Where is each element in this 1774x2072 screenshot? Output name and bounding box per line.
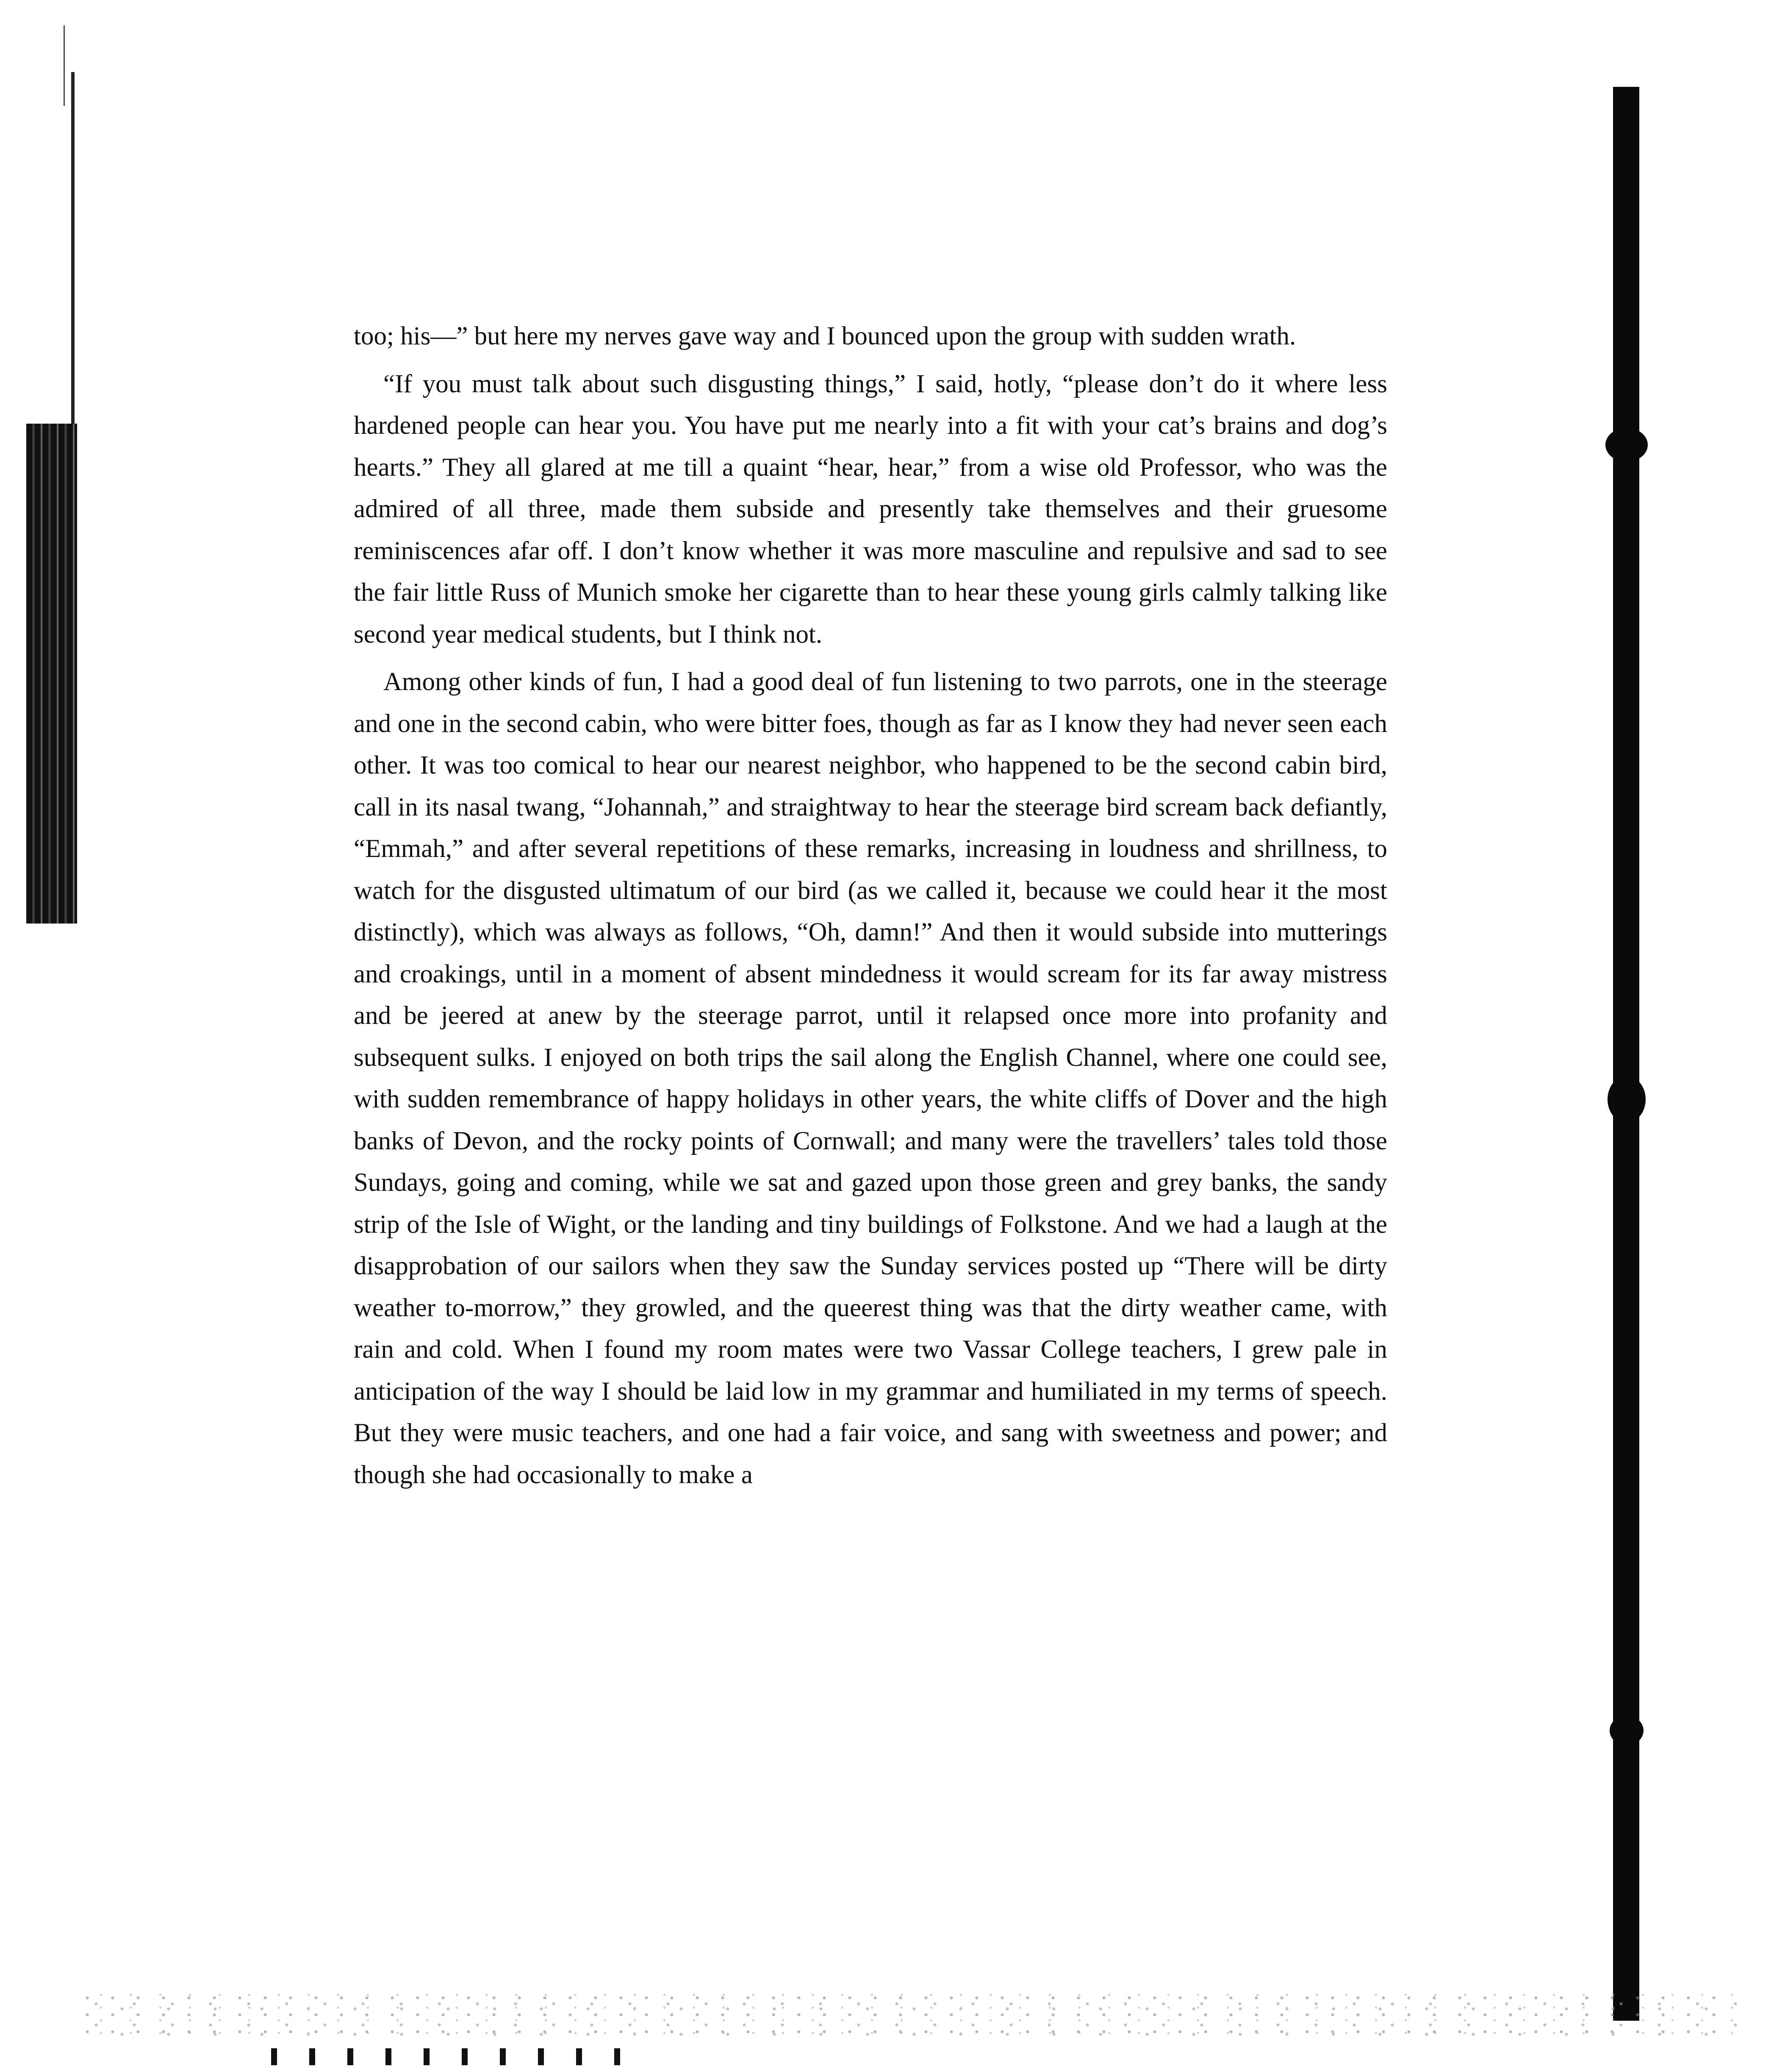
scan-noise bbox=[271, 2048, 652, 2065]
scan-spine-knot bbox=[1610, 1716, 1644, 1745]
paragraph: too; his—” but here my nerves gave way and I bounced upon the group with sudden wrath. bbox=[354, 322, 1296, 350]
scan-binding-shadow bbox=[26, 424, 77, 924]
body-text bbox=[354, 316, 1387, 1496]
paragraph: Among other kinds of fun, I had a good deal of fun listening to two parrots, one in the steerage and one in the second cabin, who were bitter foes, though as far as I know they had never seen each other. It was too comical to hear our nearest neighbor, who happened to be the second cabin bird, call in its nasal twang, “Johannah,” and straightway to hear the steerage bird scream back defiantly, “Emmah,” and after several repetitions of these remarks, increasing in loudness and shrillness, to watch for the disgusted ultimatum of our bird (as we called it, because we could hear it the most distinctly), which was always as follows, “Oh, damn!” And then it would subside into mutterings and croakings, until in a moment of absent mindedness it would scream for its far away mistress and be jeered at anew by the steerage parrot, until it relapsed once more into profanity and subsequent sulks. I enjoyed on both trips the sail along the English Channel, where one could see, with sudden remembrance of happy holidays in other years, the white cliffs of Dover and the high banks of Devon, and the rocky points of Cornwall; and many were the travellers’ tales told those Sundays, going and coming, while we sat and gazed upon those green and grey banks, the sandy strip of the Isle of Wight, or the landing and tiny buildings of Folkstone. And we had a laugh at the disapprobation of our sailors when they saw the Sunday services posted up “There will be dirty weather to-morrow,” they growled, and the queerest thing was that the dirty weather came, with rain and cold. When I found my room mates were two Vassar College teachers, I grew pale in anticipation of the way I should be laid low in my grammar and humiliated in my terms of speech. But they were music teachers, and one had a fair voice, and sang with sweetness and power; and though she had occasionally to make a bbox=[354, 668, 1387, 1489]
scan-spine-knot bbox=[1608, 1076, 1646, 1123]
scan-spine-knot bbox=[1605, 428, 1648, 462]
paragraph: “If you must talk about such disgusting things,” I said, hotly, “please don’t do it where less hardened people can hear you. You have put me nearly into a fit with your cat’s brains and dog’s hearts.” They all glared at me till a quaint “hear, hear,” from a wise old Professor, who was the admired of all three, made them subside and presently take themselves and their gruesome reminiscences afar off. I don’t know whether it was more masculine and repulsive and sad to see the fair little Russ of Munich smoke her cigarette than to hear these young girls calmly talking like second year medical students, but I think not. bbox=[354, 369, 1387, 649]
scan-noise bbox=[85, 1991, 1737, 2042]
scan-edge-line bbox=[64, 25, 65, 106]
